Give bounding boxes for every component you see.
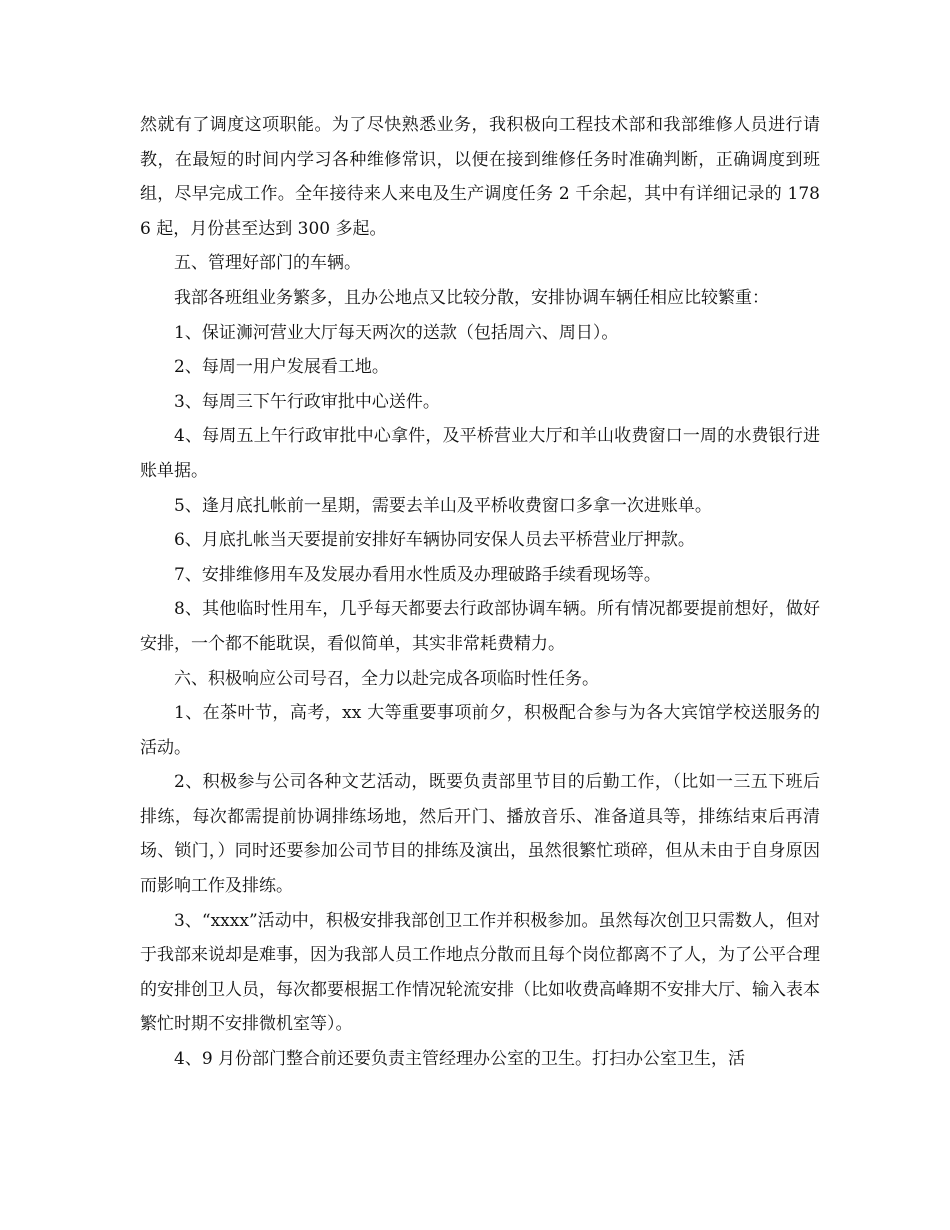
- list-item-task-3: 3、“xxxx”活动中，积极安排我部创卫工作并积极参加。虽然每次创卫只需数人，但对于我部来说却是难事，因为我部人员工作地点分散而且每个岗位都离不了人，为了公平合理的安排创卫人员，每次都要根据工作情况轮流安排（比如收费高峰期不安排大厅、输入表本繁忙时期不安排微机室等）。: [140, 910, 820, 1035]
- list-item-vehicle-3: 3、每周三下午行政审批中心送件。: [174, 391, 440, 412]
- document-page: [140, 108, 820, 1077]
- heading-temporary-tasks: 六、积极响应公司号召，全力以赴完成各项临时性任务。: [174, 668, 599, 689]
- list-item-vehicle-1: 1、保证浉河营业大厅每天两次的送款（包括周六、周日）。: [174, 322, 619, 343]
- list-item-task-2: 2、积极参与公司各种文艺活动，既要负责部里节目的后勤工作，（比如一三五下班后排练，每次都需提前协调排练场地，然后开门、播放音乐、准备道具等，排练结束后再清场、锁门，）同时还要参加公司节目的排练及演出，虽然很繁忙琐碎，但从未由于自身原因而影响工作及排练。: [140, 772, 820, 897]
- paragraph-vehicle-intro: 我部各班组业务繁多，且办公地点又比较分散，安排协调车辆任相应比较繁重：: [174, 287, 769, 308]
- list-item-task-1: 1、在茶叶节，高考，xx 大等重要事项前夕，积极配合参与为各大宾馆学校送服务的活动。: [140, 703, 820, 758]
- list-item-task-4: 4、9 月份部门整合前还要负责主管经理办公室的卫生。打扫办公室卫生，活: [174, 1049, 746, 1070]
- list-item-vehicle-6: 6、月底扎帐当天要提前安排好车辆协同安保人员去平桥营业厅押款。: [174, 530, 695, 551]
- list-item-vehicle-8: 8、其他临时性用车，几乎每天都要去行政部协调车辆。所有情况都要提前想好，做好安排，一个都不能耽误，看似简单，其实非常耗费精力。: [140, 599, 820, 654]
- paragraph-dispatch-duty: 然就有了调度这项职能。为了尽快熟悉业务，我积极向工程技术部和我部维修人员进行请教，在最短的时间内学习各种维修常识，以便在接到维修任务时准确判断，正确调度到班组，尽早完成工作。全年接待来人来电及生产调度任务 2 千余起，其中有详细记录的 1786 起，月份甚至达到 300 多起。: [140, 115, 820, 239]
- list-item-vehicle-7: 7、安排维修用车及发展办看用水性质及办理破路手续看现场等。: [174, 564, 661, 585]
- list-item-vehicle-4: 4、每周五上午行政审批中心拿件，及平桥营业大厅和羊山收费窗口一周的水费银行进账单据。: [140, 426, 820, 481]
- list-item-vehicle-5: 5、逢月底扎帐前一星期，需要去羊山及平桥收费窗口多拿一次进账单。: [174, 495, 712, 516]
- heading-vehicle-management: 五、管理好部门的车辆。: [174, 253, 361, 274]
- list-item-vehicle-2: 2、每周一用户发展看工地。: [174, 357, 389, 378]
